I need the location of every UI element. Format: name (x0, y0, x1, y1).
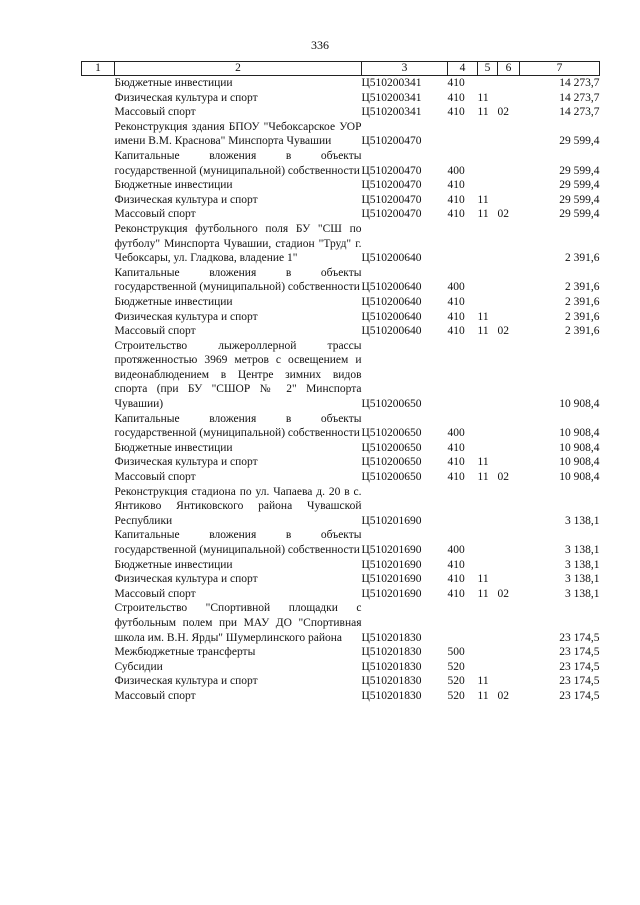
row-number-cell (82, 470, 115, 485)
section-cell (478, 660, 498, 675)
table-row (82, 339, 600, 412)
row-number-cell (82, 178, 115, 193)
subsection-cell (498, 149, 520, 178)
table-row (82, 572, 600, 587)
section-cell: 11 (477, 689, 489, 702)
section-cell (478, 412, 498, 441)
table-row (82, 222, 600, 266)
item-name-cell: Строительство "Спортивной площадки с футбольным полем при МАУ ДО "Спортивная школа им. В.Н. Ярды" Шумерлинского района (114, 602, 362, 644)
amount-cell: 3 138,1 (565, 573, 600, 586)
target-code-cell: Ц510201690 (361, 558, 422, 571)
column-header: 7 (520, 62, 600, 76)
item-name-cell: Бюджетные инвестиции (114, 441, 233, 454)
target-code-cell: Ц510200650 (361, 427, 422, 440)
expense-group-cell: 410 (447, 573, 465, 586)
expense-group-cell: 400 (447, 164, 465, 177)
amount-cell: 10 908,4 (559, 441, 600, 454)
subsection-cell (498, 266, 520, 295)
amount-cell: 29 599,4 (559, 208, 600, 221)
item-name-cell: Физическая культура и спорт (114, 91, 258, 104)
amount-cell: 3 138,1 (565, 558, 600, 571)
item-name-cell: Массовый спорт (114, 325, 196, 338)
subsection-cell (498, 339, 520, 412)
item-name-cell: Реконструкция стадиона по ул. Чапаева д. 20 в с. Янтиково Янтиковского района Чувашской Республики (114, 485, 362, 527)
expense-group-cell: 410 (447, 558, 465, 571)
row-number-cell (82, 120, 115, 149)
amount-cell: 2 391,6 (565, 325, 600, 338)
item-name-cell: Субсидии (114, 660, 163, 673)
section-cell (478, 485, 498, 529)
amount-cell: 2 391,6 (565, 295, 600, 308)
table-row (82, 485, 600, 529)
table-row (82, 470, 600, 485)
amount-cell: 14 273,7 (559, 106, 600, 119)
table-header (82, 62, 600, 76)
table-row (82, 324, 600, 339)
target-code-cell: Ц510201690 (361, 587, 422, 600)
row-number-cell (82, 324, 115, 339)
row-number-cell (82, 572, 115, 587)
section-cell (478, 601, 498, 645)
row-number-cell (82, 193, 115, 208)
subsection-cell (498, 485, 520, 529)
item-name-cell: Бюджетные инвестиции (114, 295, 233, 308)
target-code-cell: Ц510200640 (361, 252, 422, 265)
item-name-cell: Массовый спорт (114, 689, 196, 702)
subsection-cell: 02 (497, 106, 509, 119)
amount-cell: 29 599,4 (559, 193, 600, 206)
table-row (82, 674, 600, 689)
target-code-cell: Ц510201830 (361, 689, 422, 702)
item-name-cell: Массовый спорт (114, 587, 196, 600)
subsection-cell (498, 295, 520, 310)
section-cell (478, 339, 498, 412)
section-cell: 11 (477, 325, 489, 338)
row-number-cell (82, 105, 115, 120)
subsection-cell (498, 310, 520, 325)
expense-group-cell (448, 222, 478, 266)
target-code-cell: Ц510201690 (361, 514, 422, 527)
section-cell: 11 (477, 106, 489, 119)
amount-cell: 23 174,5 (559, 646, 600, 659)
expense-group-cell: 410 (447, 441, 465, 454)
expense-group-cell: 410 (447, 193, 465, 206)
row-number-cell (82, 76, 115, 91)
subsection-cell (498, 91, 520, 106)
item-name-cell: Капитальные вложения в объекты государственной (муниципальной) собственности (114, 266, 362, 294)
table-row (82, 178, 600, 193)
expense-group-cell: 410 (447, 77, 465, 89)
amount-cell: 29 599,4 (559, 135, 600, 148)
section-cell: 11 (477, 587, 489, 600)
table-row (82, 601, 600, 645)
section-cell (478, 149, 498, 178)
column-header: 4 (448, 62, 478, 76)
amount-cell: 3 138,1 (565, 514, 600, 527)
target-code-cell: Ц510200640 (361, 325, 422, 338)
row-number-cell (82, 441, 115, 456)
header-row (82, 62, 600, 76)
row-number-cell (82, 645, 115, 660)
amount-cell: 23 174,5 (559, 631, 600, 644)
subsection-cell (498, 455, 520, 470)
section-cell (478, 266, 498, 295)
target-code-cell: Ц510200640 (361, 295, 422, 308)
table-row (82, 91, 600, 106)
item-name-cell: Бюджетные инвестиции (114, 558, 233, 571)
item-name-cell: Строительство лыжероллерной трассы протяженностью 3969 метров с освещением и видеонаблюдением в Центре зимних видов спорта (при БУ "СШОР № 2" Минспорта Чувашии) (114, 339, 362, 411)
item-name-cell: Физическая культура и спорт (114, 675, 258, 688)
amount-cell: 10 908,4 (559, 398, 600, 411)
expense-group-cell (448, 339, 478, 412)
subsection-cell (498, 441, 520, 456)
amount-cell: 29 599,4 (559, 179, 600, 192)
row-number-cell (82, 339, 115, 412)
item-name-cell: Массовый спорт (114, 471, 196, 484)
target-code-cell: Ц510201830 (361, 675, 422, 688)
item-name-cell: Капитальные вложения в объекты государственной (муниципальной) собственности (114, 149, 362, 177)
column-header: 1 (82, 62, 115, 76)
subsection-cell (498, 528, 520, 557)
section-cell: 11 (477, 573, 489, 586)
section-cell (478, 558, 498, 573)
row-number-cell (82, 295, 115, 310)
section-cell: 11 (477, 208, 489, 221)
row-number-cell (82, 660, 115, 675)
expense-group-cell: 410 (447, 179, 465, 192)
table-row (82, 295, 600, 310)
subsection-cell (498, 76, 520, 91)
subsection-cell: 02 (497, 325, 509, 338)
target-code-cell: Ц510200640 (361, 281, 422, 294)
section-cell (478, 441, 498, 456)
item-name-cell: Бюджетные инвестиции (114, 77, 233, 89)
column-header: 5 (478, 62, 498, 76)
subsection-cell (498, 572, 520, 587)
table-row (82, 455, 600, 470)
table-row (82, 412, 600, 441)
expense-group-cell: 520 (447, 675, 465, 688)
section-cell: 11 (477, 310, 489, 323)
subsection-cell (498, 178, 520, 193)
subsection-cell (498, 193, 520, 208)
item-name-cell: Реконструкция здания БПОУ "Чебоксарское УОР имени В.М. Краснова" Минспорта Чувашии (114, 120, 362, 148)
subsection-cell: 02 (497, 471, 509, 484)
item-name-cell: Межбюджетные трансферты (114, 646, 256, 659)
item-name-cell: Капитальные вложения в объекты государственной (муниципальной) собственности (114, 412, 362, 440)
table-row (82, 207, 600, 222)
subsection-cell (498, 645, 520, 660)
target-code-cell: Ц510201830 (361, 631, 422, 644)
target-code-cell: Ц510200470 (361, 179, 422, 192)
target-code-cell: Ц510200470 (361, 208, 422, 221)
table-row (82, 266, 600, 295)
row-number-cell (82, 310, 115, 325)
row-number-cell (82, 412, 115, 441)
expense-group-cell: 400 (447, 427, 465, 440)
expense-group-cell: 410 (447, 325, 465, 338)
amount-cell: 23 174,5 (559, 675, 600, 688)
amount-cell: 2 391,6 (565, 281, 600, 294)
column-header: 6 (498, 62, 520, 76)
target-code-cell: Ц510200341 (361, 106, 422, 119)
subsection-cell (498, 412, 520, 441)
target-code-cell: Ц510201830 (361, 646, 422, 659)
table-row (82, 193, 600, 208)
amount-cell: 10 908,4 (559, 456, 600, 469)
target-code-cell: Ц510200341 (361, 91, 422, 104)
subsection-cell: 02 (497, 587, 509, 600)
expense-group-cell: 410 (447, 456, 465, 469)
table-row (82, 441, 600, 456)
table-row (82, 120, 600, 149)
expense-group-cell: 410 (447, 106, 465, 119)
amount-cell: 3 138,1 (565, 587, 600, 600)
item-name-cell: Массовый спорт (114, 106, 196, 119)
row-number-cell (82, 689, 115, 704)
row-number-cell (82, 674, 115, 689)
budget-table (81, 61, 600, 704)
amount-cell: 10 908,4 (559, 427, 600, 440)
expense-group-cell: 410 (447, 208, 465, 221)
amount-cell: 14 273,7 (559, 91, 600, 104)
page-number: 336 (311, 38, 329, 52)
section-cell: 11 (477, 91, 489, 104)
target-code-cell: Ц510200470 (361, 164, 422, 177)
item-name-cell: Капитальные вложения в объекты государственной (муниципальной) собственности (114, 529, 362, 556)
row-number-cell (82, 485, 115, 529)
section-cell (478, 120, 498, 149)
target-code-cell: Ц510200650 (361, 398, 422, 411)
expense-group-cell: 410 (447, 295, 465, 308)
amount-cell: 10 908,4 (559, 471, 600, 484)
item-name-cell: Физическая культура и спорт (114, 456, 258, 469)
target-code-cell: Ц510200341 (361, 77, 422, 89)
section-cell (478, 76, 498, 91)
target-code-cell: Ц510200650 (361, 456, 422, 469)
subsection-cell (498, 222, 520, 266)
item-name-cell: Массовый спорт (114, 208, 196, 221)
expense-group-cell (448, 601, 478, 645)
expense-group-cell: 500 (447, 646, 465, 659)
subsection-cell (498, 601, 520, 645)
table-row (82, 76, 600, 91)
row-number-cell (82, 558, 115, 573)
row-number-cell (82, 207, 115, 222)
amount-cell: 2 391,6 (565, 252, 600, 265)
target-code-cell: Ц510200650 (361, 471, 422, 484)
amount-cell: 3 138,1 (565, 544, 600, 556)
row-number-cell (82, 528, 115, 557)
row-number-cell (82, 587, 115, 602)
amount-cell: 14 273,7 (559, 77, 600, 89)
target-code-cell: Ц510200470 (361, 135, 422, 148)
column-header: 3 (362, 62, 448, 76)
table-row (82, 149, 600, 178)
subsection-cell (498, 674, 520, 689)
expense-group-cell: 400 (447, 281, 465, 294)
expense-group-cell (448, 485, 478, 529)
row-number-cell (82, 601, 115, 645)
item-name-cell: Бюджетные инвестиции (114, 179, 233, 192)
item-name-cell: Физическая культура и спорт (114, 193, 258, 206)
table-row (82, 645, 600, 660)
subsection-cell: 02 (497, 208, 509, 221)
item-name-cell: Реконструкция футбольного поля БУ "СШ по футболу" Минспорта Чувашии, стадион "Труд" г. Чебоксары, ул. Гладкова, владение 1" (114, 222, 362, 265)
target-code-cell: Ц510201690 (361, 544, 422, 556)
amount-cell: 23 174,5 (559, 660, 600, 673)
section-cell: 11 (477, 193, 489, 206)
expense-group-cell: 410 (447, 91, 465, 104)
row-number-cell (82, 455, 115, 470)
section-cell (478, 295, 498, 310)
expense-group-cell (448, 120, 478, 149)
subsection-cell (498, 120, 520, 149)
amount-cell: 29 599,4 (559, 164, 600, 177)
subsection-cell: 02 (497, 689, 509, 702)
table-body (82, 76, 600, 704)
amount-cell: 2 391,6 (565, 310, 600, 323)
table-row (82, 528, 600, 557)
expense-group-cell: 410 (447, 587, 465, 600)
subsection-cell (498, 660, 520, 675)
expense-group-cell: 400 (447, 544, 465, 556)
row-number-cell (82, 266, 115, 295)
section-cell (478, 528, 498, 557)
table-row (82, 587, 600, 602)
target-code-cell: Ц510200470 (361, 193, 422, 206)
table-row (82, 689, 600, 704)
expense-group-cell: 410 (447, 310, 465, 323)
target-code-cell: Ц510201690 (361, 573, 422, 586)
expense-group-cell: 410 (447, 471, 465, 484)
section-cell (478, 222, 498, 266)
section-cell: 11 (477, 471, 489, 484)
row-number-cell (82, 222, 115, 266)
row-number-cell (82, 91, 115, 106)
row-number-cell (82, 149, 115, 178)
target-code-cell: Ц510200650 (361, 441, 422, 454)
section-cell (478, 178, 498, 193)
section-cell: 11 (477, 456, 489, 469)
column-header: 2 (115, 62, 362, 76)
amount-cell: 23 174,5 (559, 689, 600, 702)
table-row (82, 660, 600, 675)
subsection-cell (498, 558, 520, 573)
table-row (82, 105, 600, 120)
item-name-cell: Физическая культура и спорт (114, 573, 258, 586)
section-cell (478, 645, 498, 660)
target-code-cell: Ц510200640 (361, 310, 422, 323)
target-code-cell: Ц510201830 (361, 660, 422, 673)
section-cell: 11 (477, 675, 489, 688)
item-name-cell: Физическая культура и спорт (114, 310, 258, 323)
expense-group-cell: 520 (447, 689, 465, 702)
expense-group-cell: 520 (447, 660, 465, 673)
table-row (82, 310, 600, 325)
table-row (82, 558, 600, 573)
